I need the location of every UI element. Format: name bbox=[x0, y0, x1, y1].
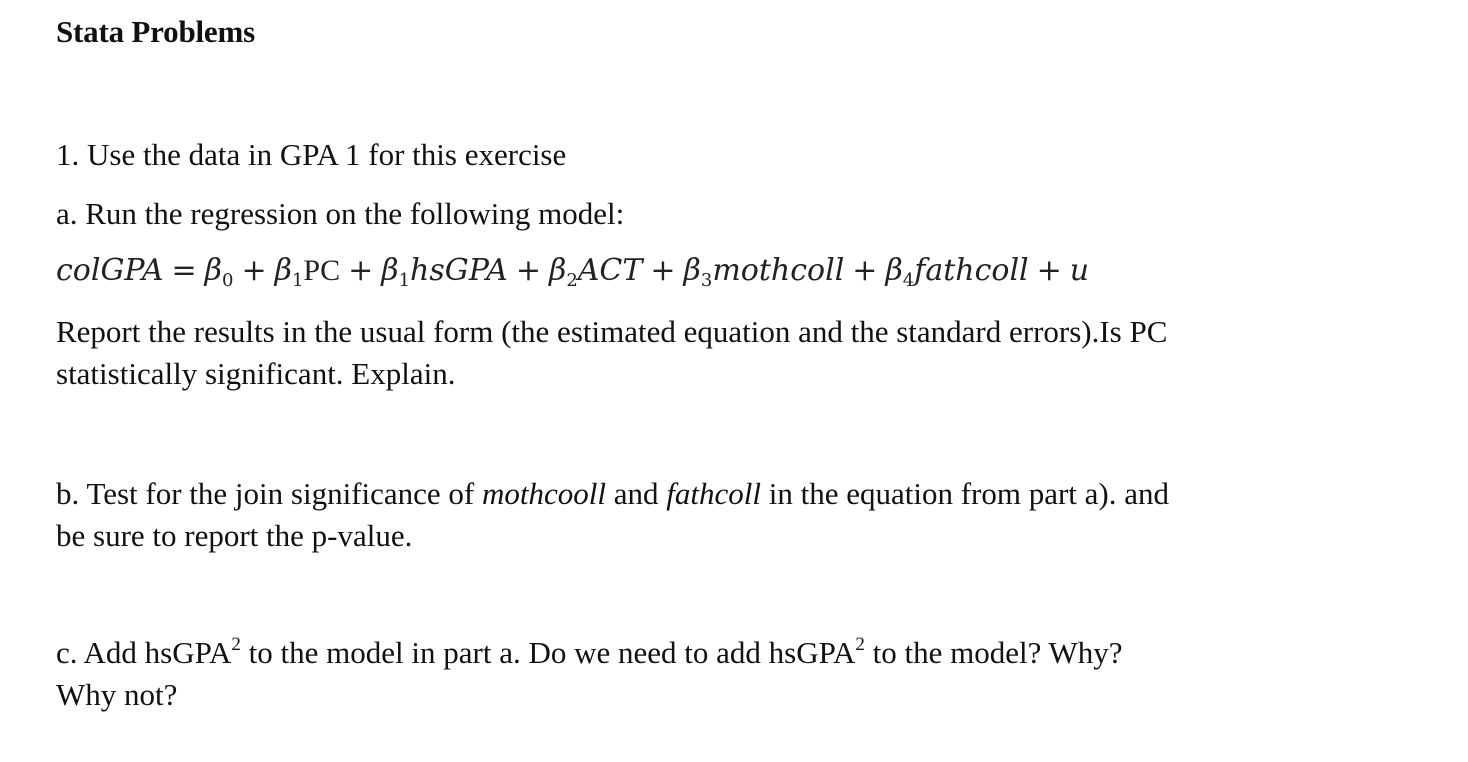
beta-3-subscript: 3 bbox=[700, 270, 713, 291]
page-title: Stata Problems bbox=[56, 14, 255, 49]
plus-sign: + bbox=[241, 253, 267, 288]
part-b bbox=[56, 473, 1169, 557]
beta-4-subscript: 4 bbox=[902, 270, 915, 291]
part-b-and: and bbox=[605, 476, 667, 511]
squared-superscript: 2 bbox=[855, 634, 865, 655]
part-b-prefix: b. Test for the join significance of bbox=[56, 476, 482, 511]
part-c bbox=[56, 632, 1123, 716]
beta-0: β bbox=[204, 253, 223, 288]
error-term: u bbox=[1069, 253, 1090, 288]
part-a-instruction: a. Run the regression on the following model: bbox=[56, 196, 625, 231]
part-c-middle: to the model in part a. Do we need to add hsGPA bbox=[240, 635, 856, 670]
report-line-1: Report the results in the usual form (the estimated equation and the standard errors).Is PC bbox=[56, 314, 1168, 349]
beta-1b-subscript: 1 bbox=[398, 270, 411, 291]
plus-sign: + bbox=[650, 253, 676, 288]
report-line-2: statistically significant. Explain. bbox=[56, 356, 456, 391]
term-fathcoll: fathcoll bbox=[914, 253, 1029, 288]
regression-equation bbox=[56, 251, 1089, 291]
plus-sign: + bbox=[348, 253, 374, 288]
var-fathcoll: fathcoll bbox=[666, 476, 761, 511]
question-1-intro: 1. Use the data in GPA 1 for this exercise bbox=[56, 137, 567, 172]
part-c-prefix: c. Add hsGPA bbox=[56, 635, 232, 670]
beta-2-subscript: 2 bbox=[566, 270, 578, 291]
beta-1-subscript: 1 bbox=[291, 270, 304, 291]
part-c-line-1 bbox=[56, 632, 1123, 674]
term-pc: PC bbox=[303, 254, 341, 287]
beta-1b: β bbox=[381, 253, 399, 288]
equals-sign: = bbox=[171, 253, 197, 288]
part-b-suffix: in the equation from part a). and bbox=[760, 476, 1169, 511]
plus-sign: + bbox=[1036, 253, 1062, 288]
term-act: ACT bbox=[577, 253, 643, 288]
plus-sign: + bbox=[852, 253, 878, 288]
term-hsgpa: hsGPA bbox=[410, 253, 508, 288]
equation-lhs: colGPA bbox=[56, 253, 164, 288]
beta-0-subscript: 0 bbox=[222, 270, 234, 291]
squared-superscript: 2 bbox=[231, 634, 241, 655]
plus-sign: + bbox=[515, 253, 541, 288]
beta-1: β bbox=[274, 253, 292, 288]
part-b-line-2: be sure to report the p-value. bbox=[56, 518, 413, 553]
part-b-line-1 bbox=[56, 473, 1169, 515]
beta-2: β bbox=[548, 253, 567, 288]
term-mothcoll: mothcoll bbox=[712, 253, 845, 288]
part-a-report bbox=[56, 311, 1167, 395]
part-c-suffix: to the model? Why? bbox=[864, 635, 1123, 670]
var-mothcooll: mothcooll bbox=[481, 476, 606, 511]
part-c-line-2: Why not? bbox=[56, 677, 178, 712]
beta-4: β bbox=[885, 253, 903, 288]
beta-3: β bbox=[683, 253, 701, 288]
